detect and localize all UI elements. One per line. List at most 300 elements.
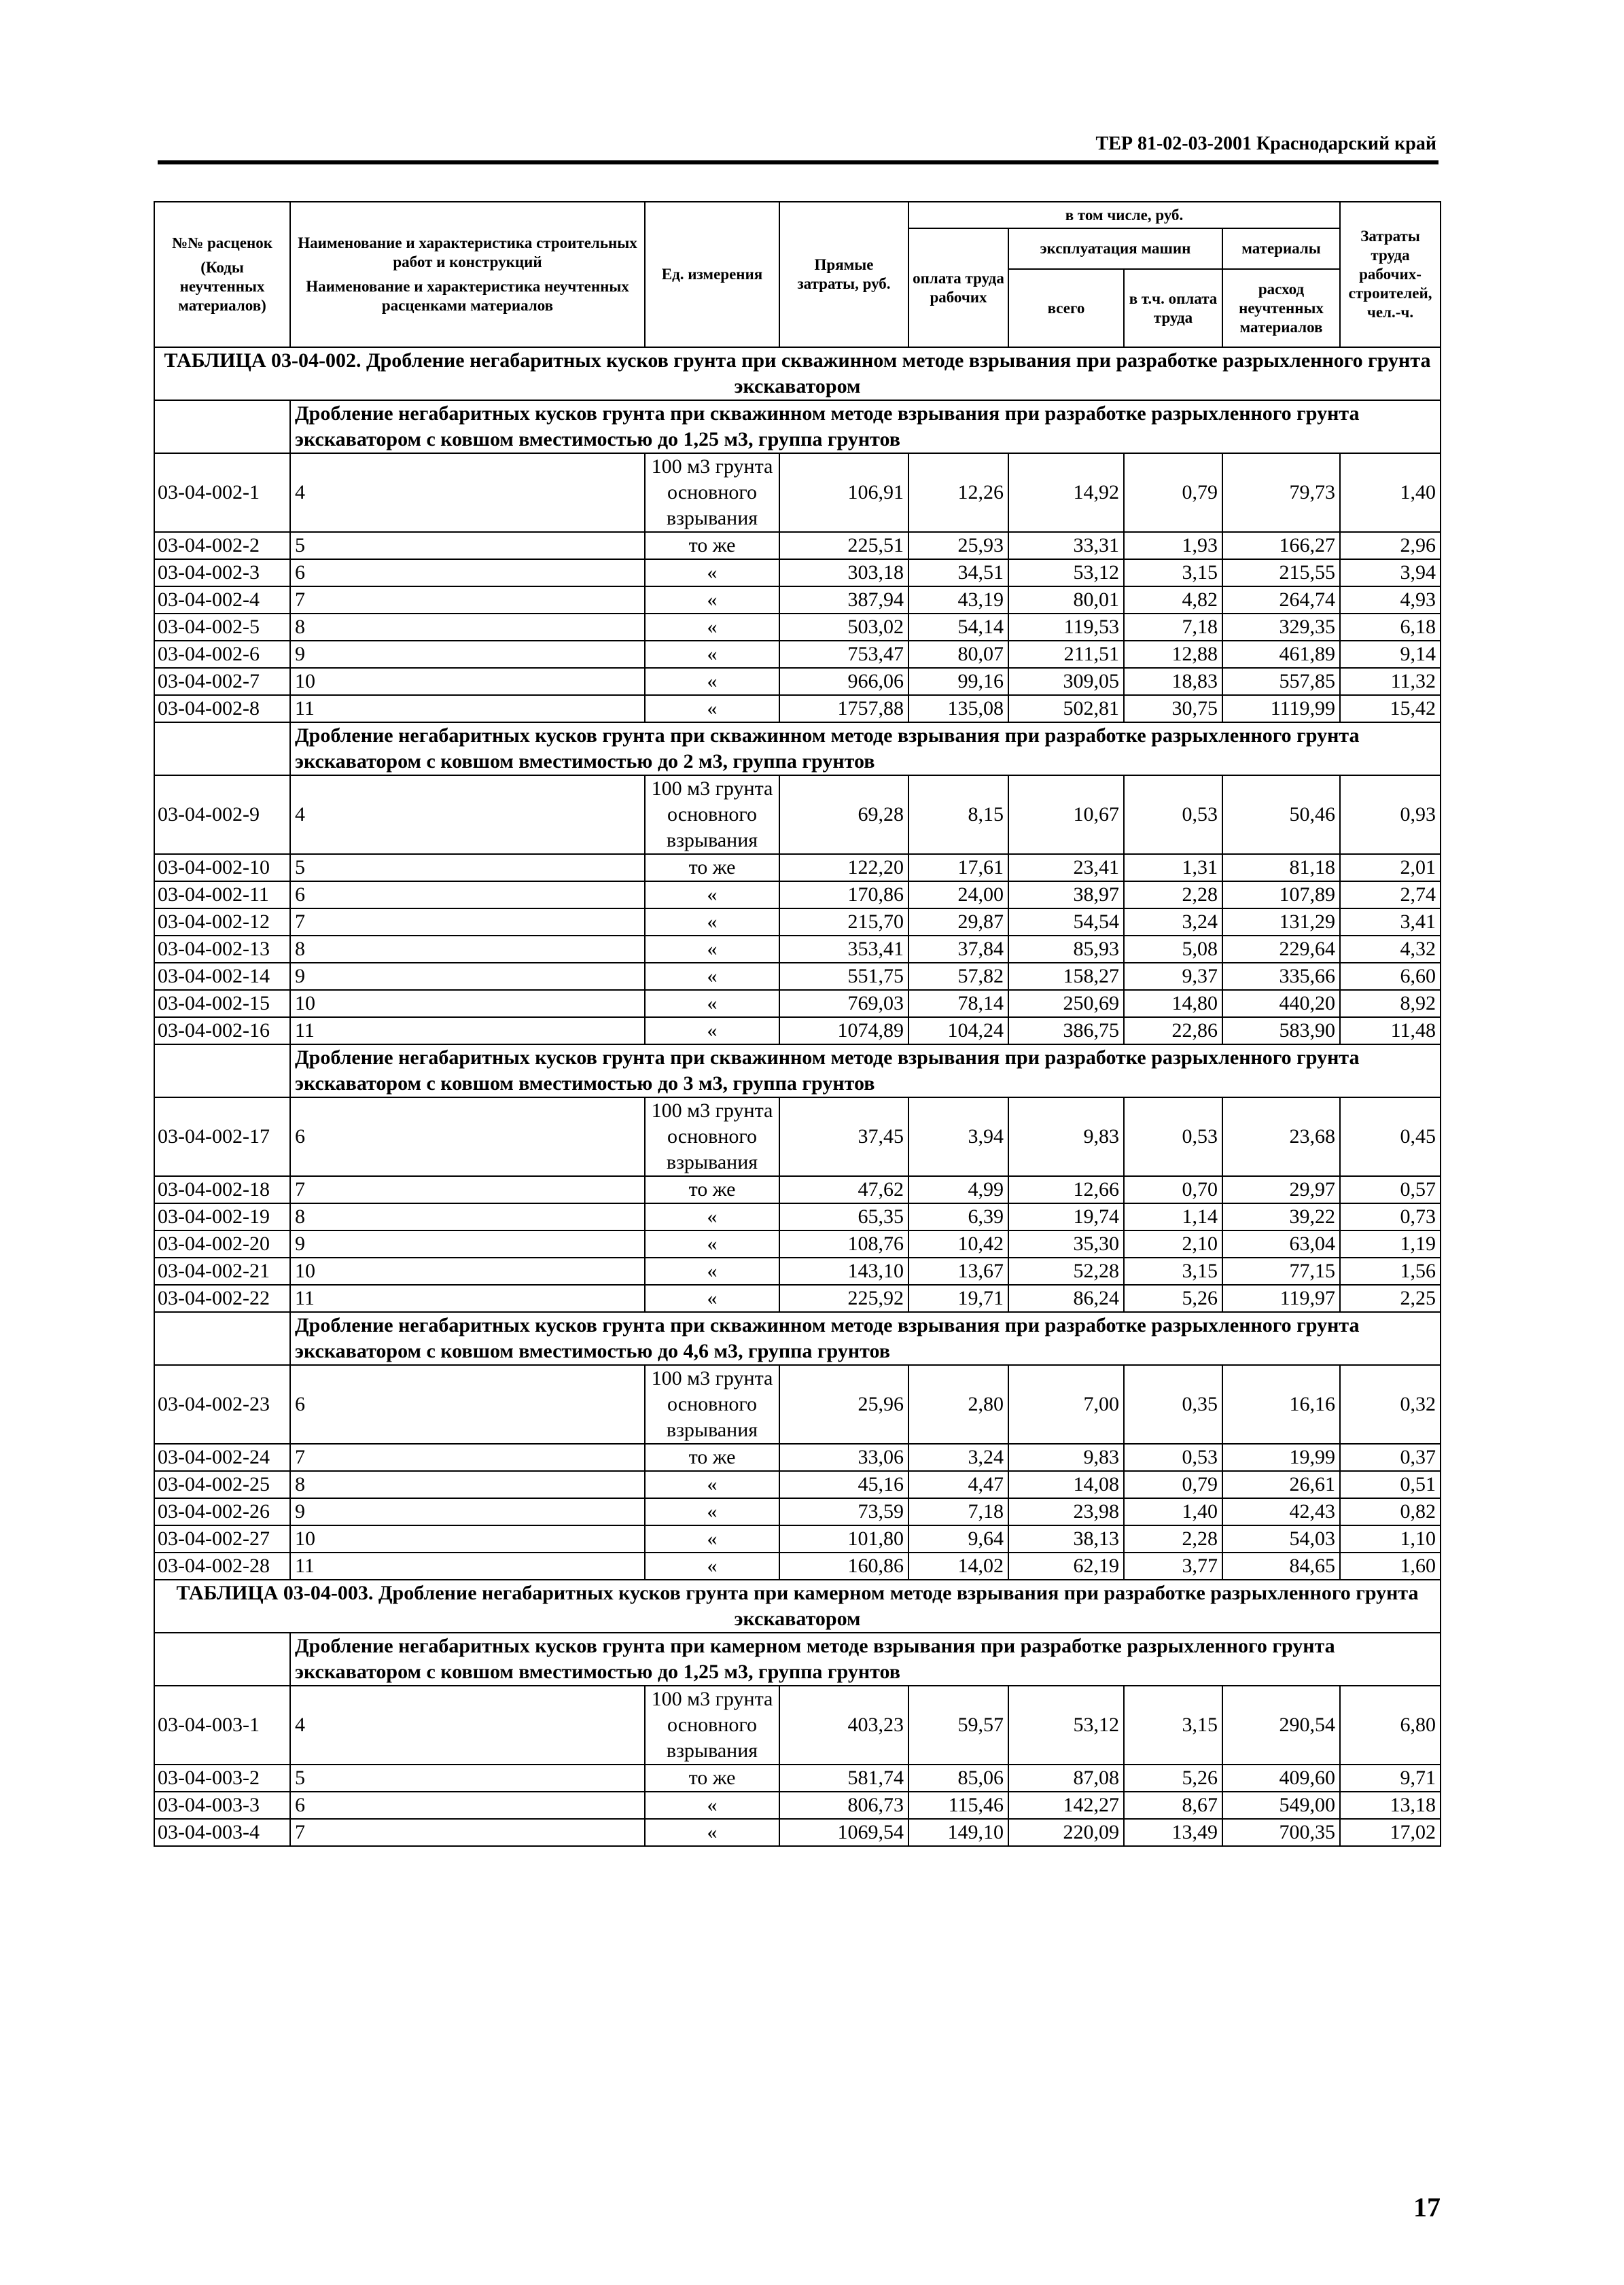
materials: 23,68 [1222,1097,1340,1176]
labor-pay: 37,84 [908,936,1008,963]
direct-cost: 65,35 [779,1203,908,1230]
col-including: в том числе, руб. [908,202,1340,228]
machines-total: 33,31 [1008,532,1124,559]
col-machines: эксплуатация машин [1008,228,1222,269]
unit-cell: « [645,1819,779,1846]
rate-code: 03-04-002-27 [154,1525,290,1553]
direct-cost: 581,74 [779,1765,908,1792]
unit-cell: 100 м3 грунта основного взрывания [645,775,779,854]
labor-cost: 6,80 [1340,1686,1441,1765]
table-row [154,1365,1441,1444]
machines-total: 10,67 [1008,775,1124,854]
table-row [154,881,1441,908]
col-materials: материалы [1222,228,1340,269]
soil-group: 4 [290,775,645,854]
machines-labor: 30,75 [1124,695,1222,722]
labor-cost: 8,92 [1340,990,1441,1017]
page-number: 17 [1413,2192,1441,2222]
rate-code: 03-04-003-2 [154,1765,290,1792]
col-code [154,202,290,347]
table-row [154,695,1441,722]
labor-cost: 0,45 [1340,1097,1441,1176]
direct-cost: 1757,88 [779,695,908,722]
soil-group: 9 [290,1230,645,1258]
materials: 335,66 [1222,963,1340,990]
unit-cell: 100 м3 грунта основного взрывания [645,453,779,532]
direct-cost: 25,96 [779,1365,908,1444]
materials: 409,60 [1222,1765,1340,1792]
table-row [154,936,1441,963]
labor-pay: 9,64 [908,1525,1008,1553]
machines-total: 52,28 [1008,1258,1124,1285]
section-title-spacer [154,1044,290,1097]
col-name-sublabel: Наименование и характеристика неучтенных расценками материалов [306,278,629,314]
unit-cell: « [645,1525,779,1553]
rate-code: 03-04-002-21 [154,1258,290,1285]
direct-cost: 303,18 [779,559,908,586]
labor-pay: 8,15 [908,775,1008,854]
machines-total: 142,27 [1008,1792,1124,1819]
table-row [154,1097,1441,1176]
machines-labor: 0,53 [1124,1097,1222,1176]
direct-cost: 1069,54 [779,1819,908,1846]
table-row [154,1230,1441,1258]
soil-group: 10 [290,1525,645,1553]
labor-pay: 54,14 [908,614,1008,641]
labor-cost: 1,19 [1340,1230,1441,1258]
machines-labor: 14,80 [1124,990,1222,1017]
soil-group: 7 [290,1176,645,1203]
machines-total: 7,00 [1008,1365,1124,1444]
materials: 54,03 [1222,1525,1340,1553]
materials: 290,54 [1222,1686,1340,1765]
soil-group: 6 [290,881,645,908]
machines-labor: 0,53 [1124,1444,1222,1471]
unit-cell: « [645,614,779,641]
direct-cost: 966,06 [779,668,908,695]
machines-total: 54,54 [1008,908,1124,936]
materials: 19,99 [1222,1444,1340,1471]
rate-code: 03-04-002-28 [154,1553,290,1580]
rate-code: 03-04-002-23 [154,1365,290,1444]
soil-group: 6 [290,559,645,586]
machines-total: 62,19 [1008,1553,1124,1580]
direct-cost: 551,75 [779,963,908,990]
soil-group: 7 [290,586,645,614]
table-row [154,775,1441,854]
materials: 16,16 [1222,1365,1340,1444]
col-labor-pay: оплата труда рабочих [908,228,1008,347]
unit-cell: « [645,963,779,990]
machines-total: 12,66 [1008,1176,1124,1203]
labor-pay: 3,94 [908,1097,1008,1176]
labor-cost: 6,60 [1340,963,1441,990]
materials: 26,61 [1222,1471,1340,1498]
machines-total: 119,53 [1008,614,1124,641]
labor-cost: 0,73 [1340,1203,1441,1230]
soil-group: 6 [290,1792,645,1819]
labor-pay: 3,24 [908,1444,1008,1471]
section-title-spacer [154,1312,290,1365]
labor-pay: 10,42 [908,1230,1008,1258]
table-row [154,854,1441,881]
machines-total: 53,12 [1008,559,1124,586]
col-machines-total: всего [1008,269,1124,347]
rates-table [154,201,1441,1847]
labor-pay: 115,46 [908,1792,1008,1819]
rate-code: 03-04-002-18 [154,1176,290,1203]
materials: 329,35 [1222,614,1340,641]
table-row [154,614,1441,641]
table-body [154,347,1441,1846]
table-title-row [154,1580,1441,1633]
soil-group: 11 [290,1017,645,1044]
section-title: Дробление негабаритных кусков грунта при скважинном методе взрывания при разработке разрыхленного грунта экскаватором с ковшом вместимостью до 4,6 м3, группа грунтов [290,1312,1441,1365]
table-row [154,1819,1441,1846]
direct-cost: 806,73 [779,1792,908,1819]
table-row [154,1258,1441,1285]
machines-labor: 7,18 [1124,614,1222,641]
col-unaccounted-materials: расход неучтенных материалов [1222,269,1340,347]
labor-cost: 13,18 [1340,1792,1441,1819]
labor-pay: 19,71 [908,1285,1008,1312]
rate-code: 03-04-002-15 [154,990,290,1017]
col-machines-labor: в т.ч. оплата труда [1124,269,1222,347]
labor-pay: 57,82 [908,963,1008,990]
direct-cost: 503,02 [779,614,908,641]
machines-total: 23,41 [1008,854,1124,881]
materials: 63,04 [1222,1230,1340,1258]
machines-total: 9,83 [1008,1097,1124,1176]
labor-cost: 6,18 [1340,614,1441,641]
machines-labor: 0,35 [1124,1365,1222,1444]
rate-code: 03-04-002-8 [154,695,290,722]
machines-total: 250,69 [1008,990,1124,1017]
soil-group: 11 [290,1285,645,1312]
section-title-row [154,722,1441,775]
unit-cell: « [645,1792,779,1819]
direct-cost: 387,94 [779,586,908,614]
rate-code: 03-04-002-24 [154,1444,290,1471]
direct-cost: 225,51 [779,532,908,559]
soil-group: 7 [290,1819,645,1846]
labor-cost: 11,48 [1340,1017,1441,1044]
labor-cost: 1,56 [1340,1258,1441,1285]
table-row [154,453,1441,532]
table-row [154,559,1441,586]
table-row [154,1553,1441,1580]
rate-code: 03-04-003-4 [154,1819,290,1846]
labor-pay: 25,93 [908,532,1008,559]
labor-cost: 0,82 [1340,1498,1441,1525]
direct-cost: 769,03 [779,990,908,1017]
machines-total: 80,01 [1008,586,1124,614]
materials: 131,29 [1222,908,1340,936]
machines-total: 220,09 [1008,1819,1124,1846]
machines-labor: 0,79 [1124,1471,1222,1498]
machines-total: 35,30 [1008,1230,1124,1258]
direct-cost: 69,28 [779,775,908,854]
labor-cost: 1,40 [1340,453,1441,532]
table-header [154,202,1441,347]
labor-pay: 104,24 [908,1017,1008,1044]
materials: 107,89 [1222,881,1340,908]
materials: 229,64 [1222,936,1340,963]
unit-cell: то же [645,1176,779,1203]
section-title: Дробление негабаритных кусков грунта при скважинном методе взрывания при разработке разрыхленного грунта экскаватором с ковшом вместимостью до 1,25 м3, группа грунтов [290,400,1441,453]
col-code-sublabel: (Коды неучтенных материалов) [178,259,266,314]
table-row [154,990,1441,1017]
labor-cost: 11,32 [1340,668,1441,695]
unit-cell: « [645,1498,779,1525]
table-row [154,1686,1441,1765]
rate-code: 03-04-002-26 [154,1498,290,1525]
materials: 583,90 [1222,1017,1340,1044]
labor-cost: 2,74 [1340,881,1441,908]
labor-pay: 29,87 [908,908,1008,936]
unit-cell: 100 м3 грунта основного взрывания [645,1686,779,1765]
table-row [154,1176,1441,1203]
unit-cell: « [645,1471,779,1498]
rate-code: 03-04-002-4 [154,586,290,614]
soil-group: 10 [290,1258,645,1285]
machines-labor: 3,15 [1124,1686,1222,1765]
rate-code: 03-04-002-10 [154,854,290,881]
machines-total: 53,12 [1008,1686,1124,1765]
labor-cost: 0,57 [1340,1176,1441,1203]
labor-pay: 17,61 [908,854,1008,881]
materials: 461,89 [1222,641,1340,668]
unit-cell: « [645,1203,779,1230]
labor-pay: 80,07 [908,641,1008,668]
labor-pay: 43,19 [908,586,1008,614]
machines-labor: 3,24 [1124,908,1222,936]
soil-group: 9 [290,963,645,990]
unit-cell: то же [645,854,779,881]
table-row [154,532,1441,559]
unit-cell: « [645,990,779,1017]
unit-cell: « [645,936,779,963]
labor-pay: 2,80 [908,1365,1008,1444]
machines-labor: 3,15 [1124,559,1222,586]
soil-group: 11 [290,1553,645,1580]
materials: 84,65 [1222,1553,1340,1580]
labor-cost: 1,10 [1340,1525,1441,1553]
unit-cell: « [645,1285,779,1312]
soil-group: 8 [290,1203,645,1230]
section-title: Дробление негабаритных кусков грунта при скважинном методе взрывания при разработке разрыхленного грунта экскаватором с ковшом вместимостью до 2 м3, группа грунтов [290,722,1441,775]
machines-labor: 5,08 [1124,936,1222,963]
table-row [154,1017,1441,1044]
labor-cost: 3,41 [1340,908,1441,936]
machines-labor: 2,28 [1124,1525,1222,1553]
direct-cost: 33,06 [779,1444,908,1471]
table-title: ТАБЛИЦА 03-04-003. Дробление негабаритных кусков грунта при камерном методе взрывания при разработке разрыхленного грунта экскаватором [154,1580,1441,1633]
machines-labor: 4,82 [1124,586,1222,614]
unit-cell: 100 м3 грунта основного взрывания [645,1365,779,1444]
direct-cost: 37,45 [779,1097,908,1176]
machines-labor: 0,79 [1124,453,1222,532]
col-labor-costs: Затраты труда рабочих-строителей, чел.-ч. [1340,202,1441,347]
rate-code: 03-04-002-19 [154,1203,290,1230]
labor-pay: 78,14 [908,990,1008,1017]
direct-cost: 101,80 [779,1525,908,1553]
machines-labor: 1,31 [1124,854,1222,881]
materials: 50,46 [1222,775,1340,854]
machines-total: 158,27 [1008,963,1124,990]
labor-pay: 149,10 [908,1819,1008,1846]
section-title: Дробление негабаритных кусков грунта при камерном методе взрывания при разработке разрыхленного грунта экскаватором с ковшом вместимостью до 1,25 м3, группа грунтов [290,1633,1441,1686]
unit-cell: « [645,668,779,695]
machines-labor: 2,28 [1124,881,1222,908]
labor-cost: 4,32 [1340,936,1441,963]
rate-code: 03-04-002-9 [154,775,290,854]
unit-cell: « [645,881,779,908]
machines-labor: 0,53 [1124,775,1222,854]
soil-group: 9 [290,1498,645,1525]
direct-cost: 47,62 [779,1176,908,1203]
machines-labor: 3,77 [1124,1553,1222,1580]
direct-cost: 108,76 [779,1230,908,1258]
table-row [154,641,1441,668]
machines-total: 38,97 [1008,881,1124,908]
labor-cost: 17,02 [1340,1819,1441,1846]
rate-code: 03-04-002-17 [154,1097,290,1176]
table-title-row [154,347,1441,400]
machines-total: 9,83 [1008,1444,1124,1471]
unit-cell: « [645,908,779,936]
section-title-spacer [154,1633,290,1686]
unit-cell: « [645,1230,779,1258]
section-title: Дробление негабаритных кусков грунта при скважинном методе взрывания при разработке разрыхленного грунта экскаватором с ковшом вместимостью до 3 м3, группа грунтов [290,1044,1441,1097]
machines-labor: 22,86 [1124,1017,1222,1044]
table-row [154,1203,1441,1230]
machines-labor: 5,26 [1124,1765,1222,1792]
labor-pay: 7,18 [908,1498,1008,1525]
unit-cell: 100 м3 грунта основного взрывания [645,1097,779,1176]
rate-code: 03-04-002-16 [154,1017,290,1044]
machines-total: 386,75 [1008,1017,1124,1044]
rate-code: 03-04-002-6 [154,641,290,668]
labor-cost: 0,32 [1340,1365,1441,1444]
machines-total: 502,81 [1008,695,1124,722]
soil-group: 8 [290,936,645,963]
unit-cell: « [645,1017,779,1044]
labor-pay: 14,02 [908,1553,1008,1580]
materials: 1119,99 [1222,695,1340,722]
table-row [154,1471,1441,1498]
rate-code: 03-04-002-3 [154,559,290,586]
unit-cell: « [645,1258,779,1285]
machines-total: 86,24 [1008,1285,1124,1312]
rate-code: 03-04-002-2 [154,532,290,559]
document-header: ТЕР 81-02-03-2001 Краснодарский край [1095,133,1436,154]
col-code-label: №№ расценок [172,234,272,251]
labor-cost: 4,93 [1340,586,1441,614]
rate-code: 03-04-003-3 [154,1792,290,1819]
unit-cell: « [645,695,779,722]
rate-code: 03-04-002-22 [154,1285,290,1312]
col-direct-costs: Прямые затраты, руб. [779,202,908,347]
table-row [154,1285,1441,1312]
rate-code: 03-04-002-12 [154,908,290,936]
rate-code: 03-04-002-20 [154,1230,290,1258]
machines-total: 23,98 [1008,1498,1124,1525]
materials: 215,55 [1222,559,1340,586]
unit-cell: « [645,641,779,668]
labor-pay: 12,26 [908,453,1008,532]
materials: 549,00 [1222,1792,1340,1819]
labor-pay: 4,47 [908,1471,1008,1498]
direct-cost: 73,59 [779,1498,908,1525]
direct-cost: 170,86 [779,881,908,908]
rate-code: 03-04-002-7 [154,668,290,695]
soil-group: 8 [290,614,645,641]
materials: 166,27 [1222,532,1340,559]
section-title-spacer [154,400,290,453]
header-rule [158,160,1438,164]
rate-code: 03-04-002-5 [154,614,290,641]
table-row [154,1792,1441,1819]
table-row [154,1525,1441,1553]
machines-labor: 5,26 [1124,1285,1222,1312]
table-row [154,586,1441,614]
soil-group: 5 [290,532,645,559]
materials: 29,97 [1222,1176,1340,1203]
labor-pay: 34,51 [908,559,1008,586]
soil-group: 10 [290,990,645,1017]
labor-pay: 6,39 [908,1203,1008,1230]
section-title-row [154,400,1441,453]
machines-labor: 1,14 [1124,1203,1222,1230]
col-unit: Ед. измерения [645,202,779,347]
table-row [154,1444,1441,1471]
direct-cost: 225,92 [779,1285,908,1312]
direct-cost: 215,70 [779,908,908,936]
soil-group: 7 [290,1444,645,1471]
direct-cost: 122,20 [779,854,908,881]
machines-total: 38,13 [1008,1525,1124,1553]
section-title-row [154,1312,1441,1365]
labor-cost: 15,42 [1340,695,1441,722]
unit-cell: « [645,586,779,614]
rate-code: 03-04-003-1 [154,1686,290,1765]
labor-pay: 99,16 [908,668,1008,695]
col-name [290,202,645,347]
machines-labor: 0,70 [1124,1176,1222,1203]
direct-cost: 753,47 [779,641,908,668]
machines-labor: 12,88 [1124,641,1222,668]
labor-cost: 2,01 [1340,854,1441,881]
soil-group: 5 [290,854,645,881]
machines-total: 211,51 [1008,641,1124,668]
soil-group: 8 [290,1471,645,1498]
unit-cell: то же [645,1444,779,1471]
labor-cost: 0,37 [1340,1444,1441,1471]
section-title-row [154,1044,1441,1097]
labor-cost: 2,25 [1340,1285,1441,1312]
unit-cell: то же [645,1765,779,1792]
labor-cost: 3,94 [1340,559,1441,586]
section-title-row [154,1633,1441,1686]
soil-group: 11 [290,695,645,722]
labor-pay: 4,99 [908,1176,1008,1203]
direct-cost: 106,91 [779,453,908,532]
unit-cell: то же [645,532,779,559]
labor-cost: 1,60 [1340,1553,1441,1580]
materials: 42,43 [1222,1498,1340,1525]
machines-labor: 1,93 [1124,532,1222,559]
